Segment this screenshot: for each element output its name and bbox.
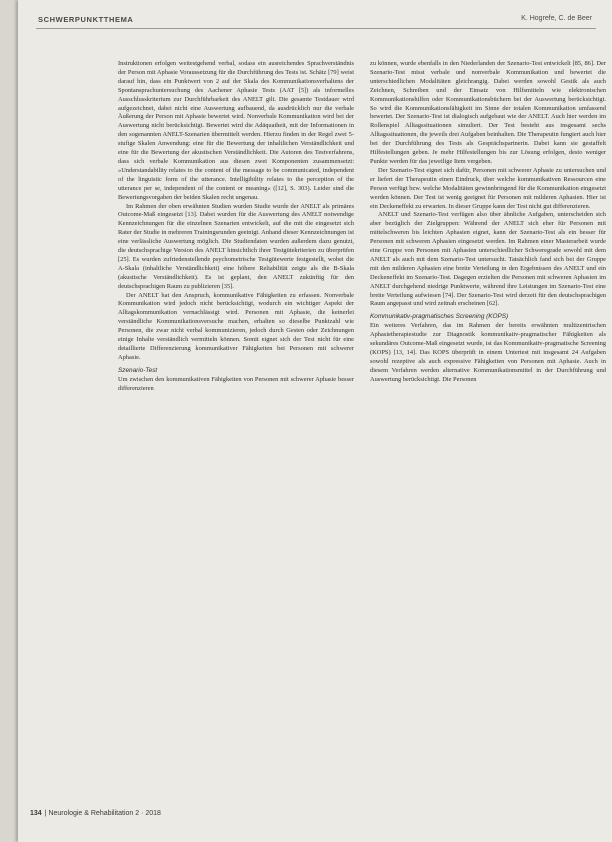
subheading: Szenario-Test (118, 366, 158, 374)
journal-name: | Neurologie & Rehabilitation 2 · 2018 (44, 810, 161, 817)
paragraph: zu können, wurde ebenfalls in den Niederlanden der Szenario-Test entwickelt [85, 86]. Der Szenario-Test misst verbale und nonverbale Kommunikation und bewertet die unterschiedlichen Modalitäten gleichrangig. Dabei werden sowohl Gestik als auch Zeichnen, Schreiben und der Einsatz von Hilfsmitteln wie elektronischen Kommunikationshilfen oder Kommunikationsbüchern bei der Auswertung berücksichtigt. So wird die Kommunikationsfähigkeit im Sinne der totalen Kommunikation umfassend bewertet. Der Szenario-Test ist dialogisch aufgebaut wie der ANELT. Auch hier werden im Rollenspiel Alltagssituationen simuliert. Der Test besteht aus insgesamt sechs Alltagssituationen, die jeweils drei Aufgaben beinhalten. Die Therapeutin fungiert auch hier bei der Durchführung des Tests als Gesprächspartnerin. Dabei kann sie gestaffelt Hilfestellungen geben. Je mehr Hilfestellungen bis zur Lösung erfolgen, desto weniger Punkte werden für das jeweilige Item vergeben. (370, 60, 606, 165)
right-column (370, 60, 606, 385)
page-footer (30, 810, 161, 817)
page-number: 134 (30, 810, 42, 817)
subheading: Kommunikativ-pragmatisches Screening (KOPS) (370, 313, 509, 321)
running-header (36, 14, 596, 29)
paragraph: Ein weiteres Verfahren, das im Rahmen der bereits erwähnten multizentrischen Aphasietherapiestudie zur Diagnostik kommunikativ-pragmatischer Fähigkeiten als sekundäres Outcome-Maß eingesetzt wurde, ist das Kommunikativ-pragmatische Screening (KOPS) [13, 14]. Das KOPS überprüft in einem Untertest mit insgesamt 24 Aufgaben sowohl rezeptive als auch expressive Fähigkeiten von Personen mit Aphasie. Auch in diesem Verfahren werden alternative Kommunikationsmittel in der Durchführung und Auswertung berücksichtigt. Die Personen (370, 322, 606, 383)
left-column (118, 60, 354, 394)
paragraph: Instruktionen erfolgen weitestgehend verbal, sodass ein ausreichendes Sprachverständnis der Person mit Aphasie Voraussetzung für die Durchführung des Tests ist. Schätz [79] weist darauf hin, dass ein Punktwert von 2 auf der Skala des Kommunikationsverhaltens der Spontansprachuntersuchung des Aachener Aphasie Tests (AAT [5]) als informelles Ausschlusskriterium zur Durchführbarkeit des ANELT gilt. Die gesamte Testdauer wird aufgezeichnet, dabei nicht eine Auswertung aufbauend, da ausdrücklich nur die verbale Äußerung der Person mit Aphasie bewertet wird. Nonverbale Kommunikation wird bei der Auswertung nicht berücksichtigt. Bewertet wird die Adäquatheit, mit der Informationen in den sogenannten ANELT-Szenarien übermittelt werden. Hierzu finden in der Regel zwei 5-stufige Skalen Anwendung: eine für die Bewertung der inhaltlichen Verständlichkeit und eine für die Bewertung der akustischen Verständlichkeit. Die Autoren des Testverfahrens, dass sich verbale Kommunikation aus diesen zwei Komponenten zusammensetzt: »Understandability relates to the content of the message to be communicated, independent of the linguistic form of the utterance. Intelligibility relates to the perception of the utterance per se, independent of the content or meaning« ([12], S. 303). Leider sind die Bewertungsvorgaben der beiden Skalen recht ungenau. (118, 60, 354, 201)
header-authors: K. Hogrefe, C. de Beer (521, 15, 592, 22)
section-label: SCHWERPUNKTTHEMA (38, 15, 134, 24)
page (18, 0, 612, 842)
paragraph: ANELT und Szenario-Test verfügen also über ähnliche Aufgaben, unterscheiden sich aber bezüglich der Zielgruppen: Während der ANELT sich eher für Personen mit mittelschweren bis leichten Aphasien eignet, kann der Szenario-Test als ein besser für Personen mit schweren Aphasien eingesetzt werden. Im Rahmen einer Masterarbeit wurde eine Gruppe von Personen mit Aphasien unterschiedlicher Schweregrade sowohl mit dem ANELT als auch mit dem Szenario-Test untersucht. Tatsächlich fand sich bei der Gruppe mit den milderen Aphasien eine breite Verteilung in den Ergebnissen des ANELT und ein Deckeneffekt im Szenario-Test. Dagegen erzielten die Personen mit schweren Aphasien im ANELT durchgehend niedrige Punktwerte, während ihre Leistungen im Szenario-Test eine breite Verteilung aufwiesen [74]. Der Szenario-Test wird derzeit für den deutschsprachigen Raum angepasst und wird zeitnah erscheinen [62]. (370, 211, 606, 308)
paragraph: Der Szenario-Test eignet sich dafür, Personen mit schwerer Aphasie zu untersuchen und er liefert der Therapeutin einen Eindruck, über welche kommunikativen Ressourcen eine Person verfügt bzw. welche Modalitäten gewinnbringend für die Kommunikation eingesetzt werden können. Der Test ist wenig geeignet für Personen mit milderen Aphasien. Hier ist ein Deckeneffekt zu erwarten. In dieser Gruppe kann der Test nicht gut differenzieren. (370, 166, 606, 210)
paragraph: Der ANELT hat den Anspruch, kommunikative Fähigkeiten zu erfassen. Nonverbale Kommunikation wird jedoch nicht berücksichtigt, wodurch ein wichtiger Aspekt der Alltagskommunikation vernachlässigt wird. Personen mit Aphasie, die keinerlei verständliche Kommunikationsversuche machen, erhalten so dieselbe Punktzahl wie Personen, die zwar nicht verbal kommunizieren, jedoch durch Gesten oder Zeichnungen einige Inhalte verständlich vermitteln können. Somit eignet sich der Test nicht für eine detaillierte Differenzierung kommunikativer Fähigkeiten bei Personen mit schwerer Aphasie. (118, 291, 354, 361)
paragraph: Um zwischen den kommunikativen Fähigkeiten von Personen mit schwerer Aphasie besser differenzieren (118, 375, 354, 392)
paragraph: Im Rahmen der oben erwähnten Studien wurden Studie wurde der ANELT als primäres Outcome-Maß eingesetzt [13]. Dabei wurden für die Auswertung des ANELT notwendige Kennzeichnungen für die einzelnen Szenarien entwickelt, auf die mit die eingesetzt sich Rater der Studie in mehreren Trainingsrunden geeinigt. Anhand dieser Kennzeichnungen ist eine verlässliche Auswertung möglich. Die Studiendaten wurden außerdem dazu genutzt, die deutschsprachige Version des ANELT hinsichtlich ihrer Testgütekriterien zu überprüfen [25]. Es wurden zufriedenstellende psychometrische Testgütewerte festgestellt, wobei die A-Skala (inhaltliche Verständlichkeit) eine höhere Reliabilität zeigte als die B-Skala (akustische Verständlichkeit). Es ist geplant, den ANELT zukünftig für den deutschsprachigen Raum zu publizieren [35]. (118, 202, 354, 290)
